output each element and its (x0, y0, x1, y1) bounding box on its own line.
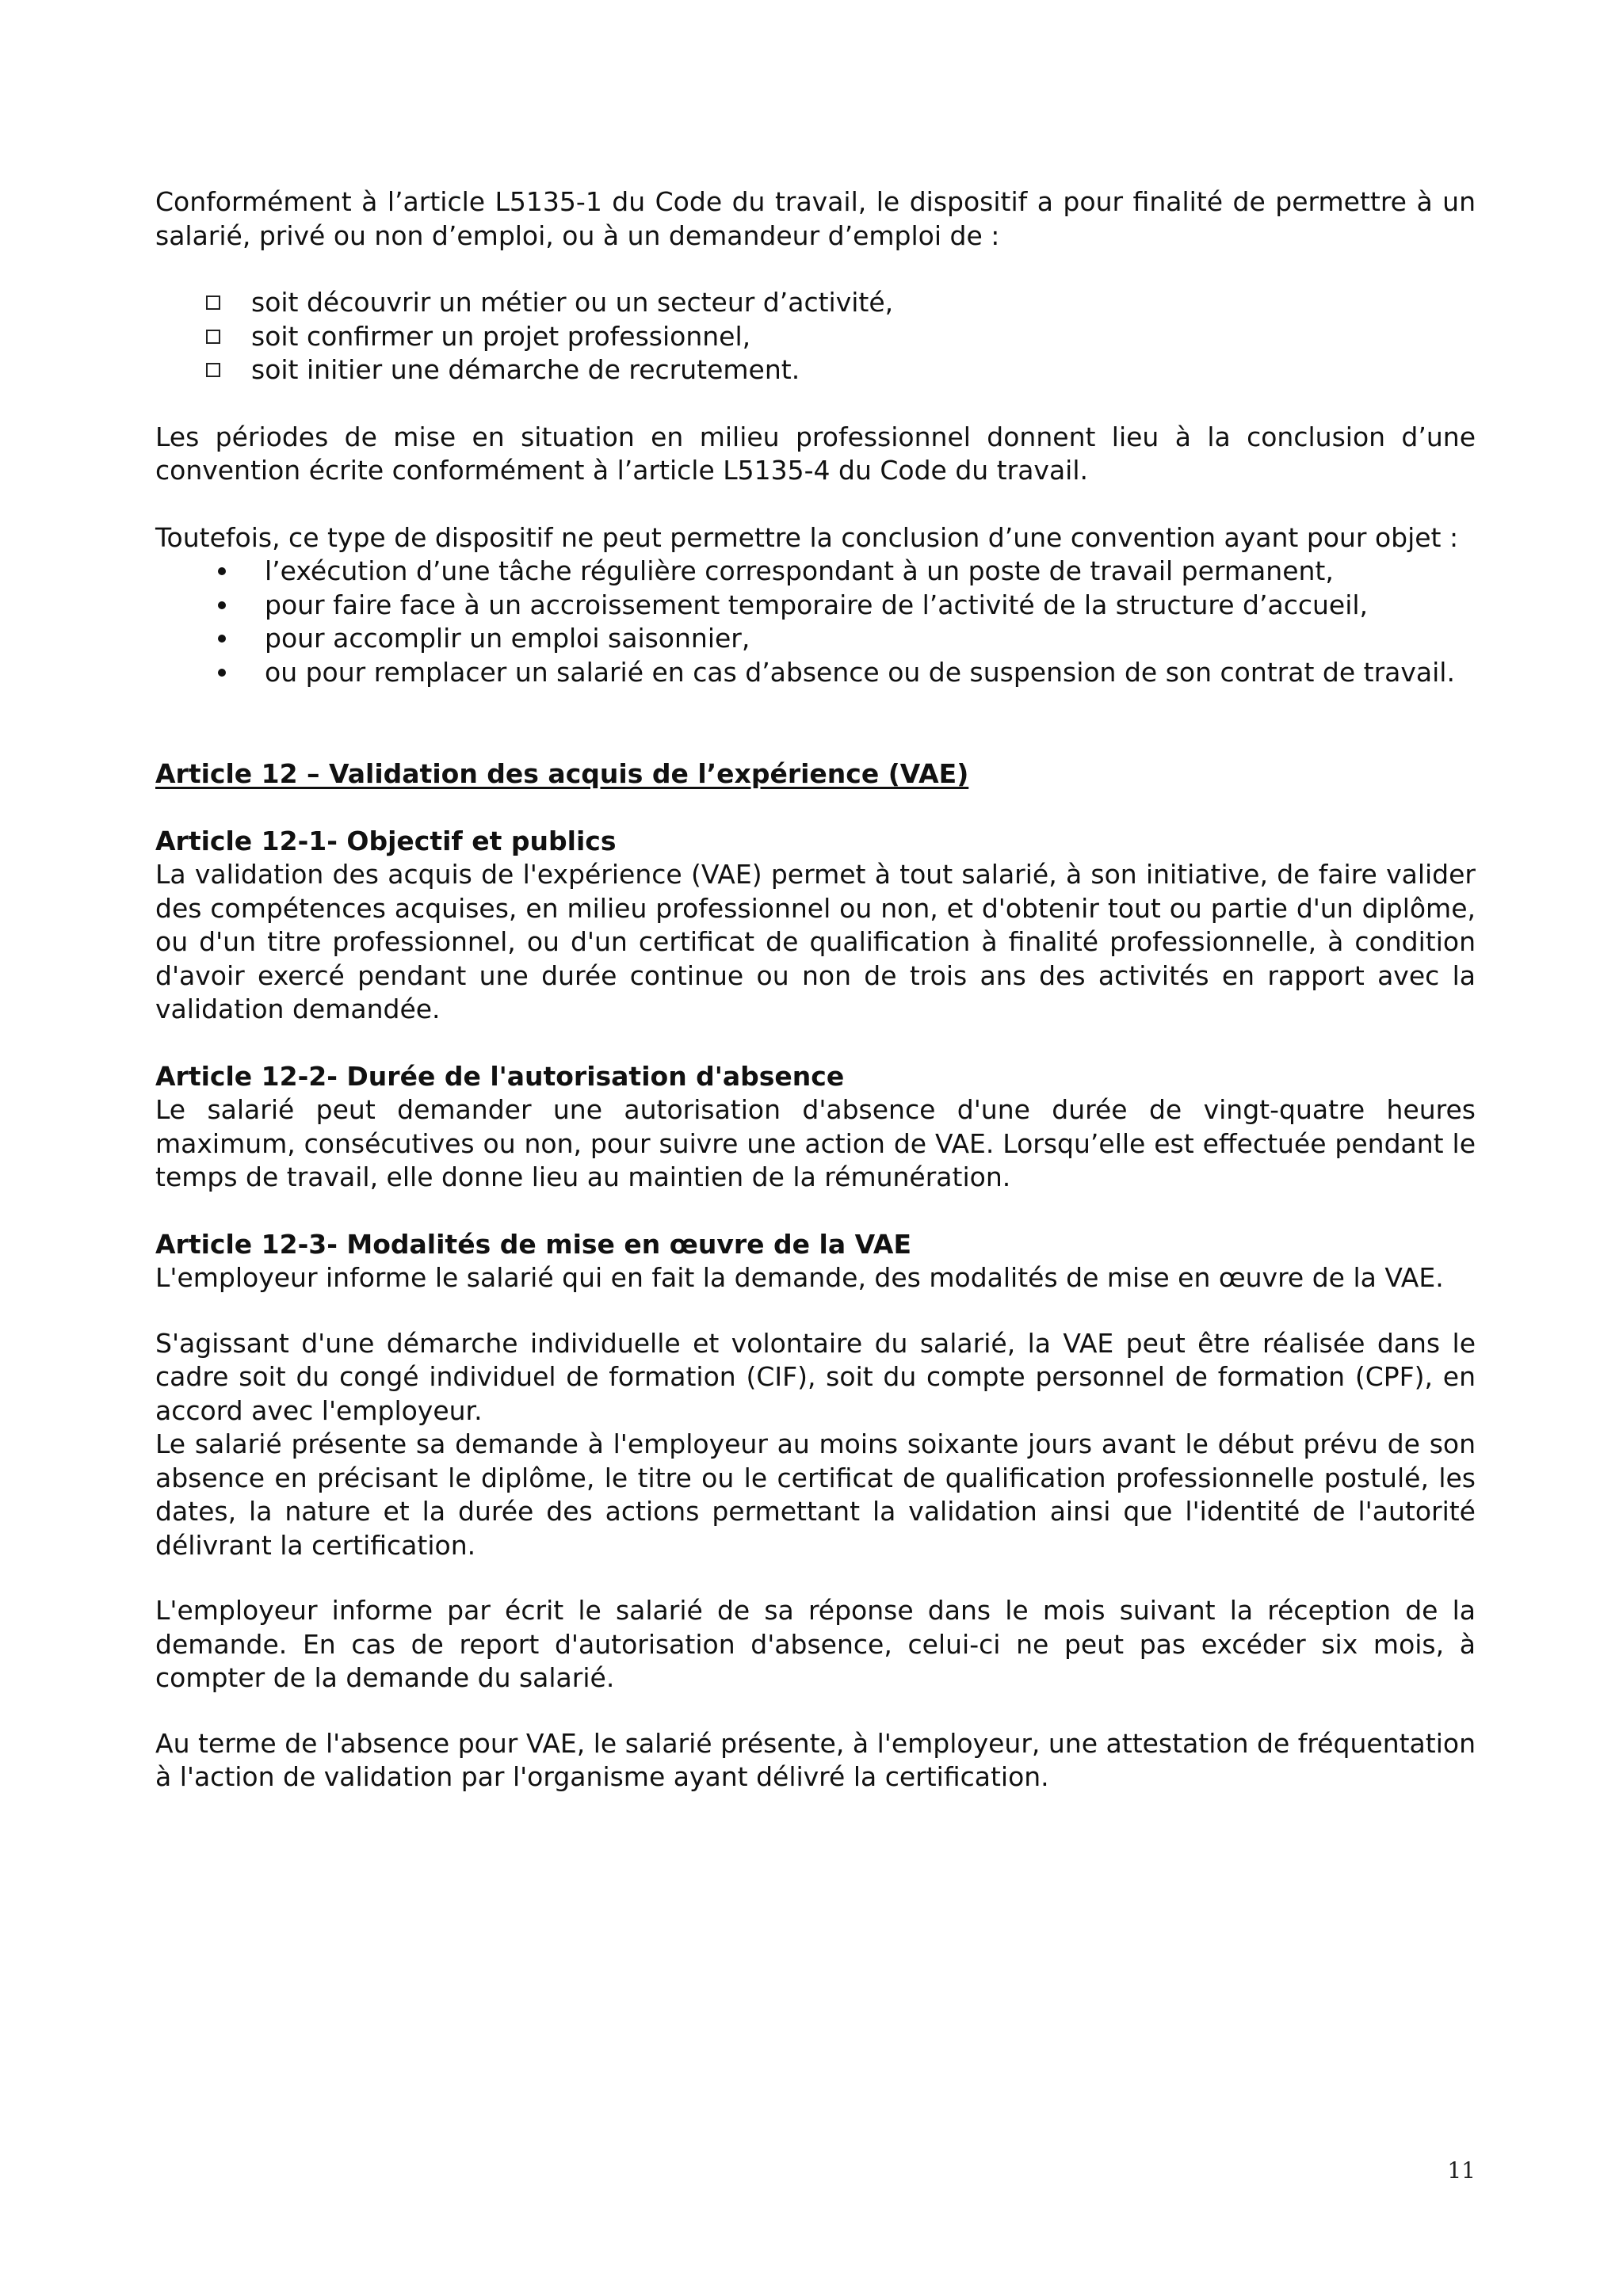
convention-paragraph: Les périodes de mise en situation en milieu professionnel donnent lieu à la conclusion d’une convention écrite conformément à l’article L5135-4 du Code du travail. (155, 421, 1476, 486)
article-12-3-paragraph-4: L'employeur informe par écrit le salarié de sa réponse dans le mois suivant la réception de la demande. En cas de report d'autorisation d'absence, celui-ci ne peut pas excéder six mois, à compter de la demande du salarié. (155, 1595, 1476, 1693)
article-12-3-paragraph-3: Le salarié présente sa demande à l'employeur au moins soixante jours avant le début prévu de son absence en précisant le diplôme, le titre ou le certificat de qualification professionnelle postulé, les dates, la nature et la durée des actions permettant la validation ainsi que l'identité de l'autorité délivrant la certification. (155, 1428, 1476, 1561)
article-12-2-title: Article 12-2- Durée de l'autorisation d'absence (155, 1060, 845, 1092)
intro-paragraph: Conformément à l’article L5135-1 du Code du travail, le dispositif a pour finalité de permettre à un salarié, privé ou non d’emploi, ou à un demandeur d’emploi de : (155, 186, 1476, 251)
restriction-paragraph: Toutefois, ce type de dispositif ne peut permettre la conclusion d’une convention ayant pour objet : (155, 521, 1459, 553)
article-12-1-text: La validation des acquis de l'expérience (VAE) permet à tout salarié, à son initiative, de faire valider des compétences acquises, en milieu professionnel ou non, et d'obtenir tout ou partie d'un diplôme, ou d'un titre professionnel, ou d'un certificat de qualification à finalité professionnelle, à condition d'avoir exercé pendant une durée continue ou non de trois ans des activités en rapport avec la validation demandée. (155, 859, 1476, 1024)
article-12-3-paragraph-1: L'employeur informe le salarié qui en fait la demande, des modalités de mise en œuvre de la VAE. (155, 1262, 1444, 1293)
list-item: l’exécution d’une tâche régulière correspondant à un poste de travail permanent, (265, 555, 1476, 589)
article-12-title: Article 12 – Validation des acquis de l’expérience (VAE) (155, 758, 969, 789)
goals-list (155, 286, 1476, 387)
list-item: soit initier une démarche de recrutement. (206, 353, 1476, 387)
page-number: 11 (1447, 2157, 1476, 2183)
list-item: pour faire face à un accroissement temporaire de l’activité de la structure d’accueil, (265, 589, 1476, 623)
list-item: soit confirmer un projet professionnel, (206, 320, 1476, 354)
article-12-3-paragraph-2: S'agissant d'une démarche individuelle et volontaire du salarié, la VAE peut être réalisée dans le cadre soit du congé individuel de formation (CIF), soit du compte personnel de formation (CPF), en accord avec l'employeur. (155, 1327, 1476, 1426)
bullet-icon (218, 635, 226, 643)
list-item: soit découvrir un métier ou un secteur d’activité, (206, 286, 1476, 320)
exclusions-list (155, 555, 1476, 689)
list-item: ou pour remplacer un salarié en cas d’absence ou de suspension de son contrat de travail. (265, 656, 1476, 690)
article-12-2-text: Le salarié peut demander une autorisation d'absence d'une durée de vingt-quatre heures maximum, consécutives ou non, pour suivre une action de VAE. Lorsqu’elle est effectuée pendant le temps de travail, elle donne lieu au maintien de la rémunération. (155, 1094, 1476, 1192)
bullet-icon (218, 669, 226, 677)
list-item: pour accomplir un emploi saisonnier, (265, 622, 1476, 656)
bullet-icon (218, 601, 226, 609)
article-12-3-title: Article 12-3- Modalités de mise en œuvre de la VAE (155, 1228, 911, 1260)
article-12-3-paragraph-5: Au terme de l'absence pour VAE, le salarié présente, à l'employeur, une attestation de fréquentation à l'action de validation par l'organisme ayant délivré la certification. (155, 1727, 1476, 1792)
bullet-icon (218, 567, 226, 575)
checkbox-square-icon (206, 296, 220, 310)
checkbox-square-icon (206, 330, 220, 344)
checkbox-square-icon (206, 363, 220, 377)
article-12-1-title: Article 12-1- Objectif et publics (155, 825, 617, 856)
